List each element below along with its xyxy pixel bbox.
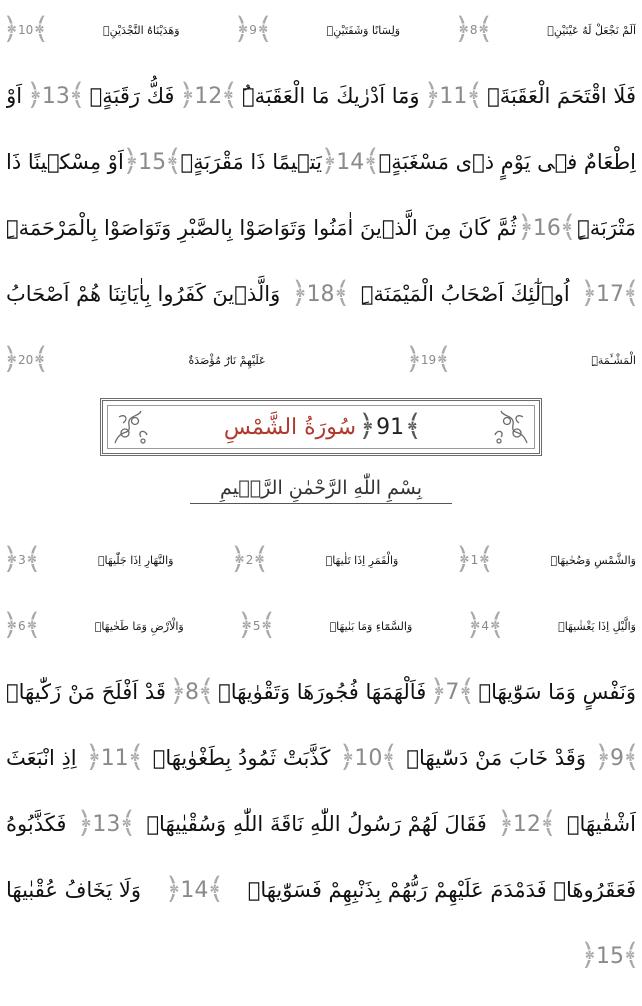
verse-text: ثُمَّ كَانَ مِنَ الَّذٖينَ اٰمَنُوا وَتَوَاصَوْا بِالصَّبْرِ وَتَوَاصَوْا بِالْمَرْحَمَةِۜ: [6, 215, 517, 240]
ayah-number-marker: [6, 619, 38, 633]
ayah-number: ﴿ 13: [41, 83, 70, 109]
verse-line: [6, 794, 636, 854]
ayah-number-marker: [584, 282, 636, 307]
verse-text: وَالَّذٖينَ كَفَرُوا بِاٰيَاتِنَا هُمْ اَصْحَابُ: [6, 281, 281, 306]
verse-text: فَاَلْهَمَهَا فُجُورَهَا وَتَقْوٰيهَاۙ: [218, 679, 427, 704]
ayah-number: ﴿ 12: [512, 811, 541, 837]
basmala: [0, 470, 642, 510]
verse-line: [6, 132, 636, 192]
verse-text: فَقَالَ لَهُمْ رَسُولُ اللّٰهِ نَاقَةَ اللّٰهِ وَسُقْيٰيهَاۜ: [146, 811, 487, 836]
ayah-number-marker: [598, 746, 636, 771]
verse-text: وَالشَّمْسِ وَضُحٰيهَاۙ: [550, 553, 636, 567]
verse-text: يَتٖيمًا ذَا مَقْرَبَةٍۙ: [180, 149, 322, 174]
verse-text: وَنَفْسٍ وَمَا سَوّٰيهَاۙ: [478, 679, 636, 704]
verse-text: وَالَّيْلِ اِذَا يَغْشٰيهَاۙ: [558, 619, 636, 633]
verse-text: الْمَشْـَٔمَةِۜ: [591, 353, 636, 367]
ayah-number: ﴿ 13: [92, 811, 121, 837]
verse-line: [6, 66, 636, 126]
verse-text: وَلَا يَخَافُ عُقْبٰيهَا: [6, 877, 141, 902]
surah-title: [224, 415, 418, 440]
verse-text: قَدْ اَفْلَحَ مَنْ زَكّٰيهَاۙ: [6, 679, 166, 704]
ayah-number: ﴿ 11: [439, 83, 468, 109]
ayah-number: ﴿ 11: [100, 745, 129, 771]
ayah-number-marker: [182, 84, 234, 109]
ayah-number-marker: [6, 353, 45, 367]
verse-line: [6, 860, 636, 920]
surah-header-banner: [100, 398, 542, 456]
verse-text: اَوْ مِسْكٖينًا ذَا: [6, 149, 124, 174]
ayah-number-marker: [89, 746, 141, 771]
ayah-number: ﴿ 5: [252, 619, 261, 633]
verse-text: وَلِسَانًا وَشَفَتَيْنِۙ: [326, 23, 401, 37]
verse-text: وَالنَّهَارِ اِذَا جَلّٰيهَاۙ: [97, 553, 174, 567]
ayah-number: ﴿ 12: [194, 83, 223, 109]
verse-line: [6, 596, 636, 656]
ayah-number-marker: [501, 812, 553, 837]
ayah-number: ﴿ 10: [354, 745, 383, 771]
ayah-number: ﴿ 16: [532, 215, 561, 241]
verse-text: فَكَذَّبُوهُ: [6, 811, 67, 836]
verse-line: [6, 530, 636, 590]
ayah-number: ﴿ 15: [596, 943, 624, 969]
ayah-number-marker: [409, 353, 448, 367]
verse-line: [6, 926, 636, 986]
ayah-number-marker: [30, 84, 82, 109]
ayah-number-marker: [126, 150, 178, 175]
ayah-number: ﴿ 2: [245, 553, 254, 567]
verse-text: عَلَيْهِمْ نَارٌ مُؤْصَدَةٌ: [188, 353, 266, 367]
ayah-number-marker: [427, 84, 479, 109]
ayah-number: ﴿ 3: [18, 553, 26, 567]
ayah-number: ﴿ 20: [18, 353, 34, 367]
verse-text: كَذَّبَتْ ثَمُودُ بِطَغْوٰيهَاۙ: [152, 745, 331, 770]
verse-text: اَلَمْ نَجْعَلْ لَهُ عَيْنَيْنِۙ: [547, 23, 636, 37]
ayah-number: ﴿ 14: [336, 149, 365, 175]
ayah-number-marker: [324, 150, 376, 175]
surah-number: ﴿ 91 ﴾: [362, 415, 418, 440]
verse-text: وَالسَّمَٓاءِ وَمَا بَنٰيهَاۙ: [329, 619, 413, 633]
verse-text: وَالْاَرْضِ وَمَا طَحٰيهَاۙ: [94, 619, 184, 633]
ayah-number-marker: [6, 553, 38, 567]
verse-text: اِذِ انْبَعَثَ: [6, 745, 77, 770]
ayah-number-marker: [173, 680, 211, 705]
ayah-number: ﴿ 4: [481, 619, 489, 633]
verse-line: [6, 198, 636, 258]
verse-text: اِطْعَامٌ فٖى يَوْمٍ ذٖى مَسْغَبَةٍۙ: [378, 149, 636, 174]
ayah-number-marker: [469, 619, 501, 633]
verse-text: فَكُّ رَقَبَةٍۙ: [89, 83, 175, 108]
ayah-number-marker: [237, 23, 269, 37]
ayah-number: ﴿ 8: [469, 23, 478, 37]
ayah-number-marker: [6, 23, 45, 37]
ayah-number: ﴿ 6: [18, 619, 26, 633]
ayah-number: ﴿ 7: [445, 679, 460, 705]
ayah-number-marker: [342, 746, 394, 771]
ayah-number: ﴿ 17: [596, 281, 624, 307]
ayah-number: ﴿ 9: [610, 745, 624, 771]
ayah-number-marker: [459, 553, 491, 567]
basmala-text: بِسْمِ اللّٰهِ الرَّحْمٰنِ الرَّحٖيمِ: [190, 477, 452, 504]
ayah-number: ﴿ 1: [470, 553, 479, 567]
ayah-number: ﴿ 18: [306, 281, 335, 307]
ayah-number: ﴿ 10: [18, 23, 34, 37]
floral-ornament-icon: [111, 407, 151, 447]
verse-line: [6, 330, 636, 390]
verse-line: [6, 0, 636, 60]
verse-line: [6, 264, 636, 324]
ayah-number-marker: [521, 216, 573, 241]
ayah-number: ﴿ 19: [420, 353, 437, 367]
ayah-number-marker: [80, 812, 132, 837]
verse-text: فَعَقَرُوهَاۙ فَدَمْدَمَ عَلَيْهِمْ رَبُّهُمْ بِذَنْبِهِمْ فَسَوّٰيهَاۙ: [247, 877, 636, 902]
ayah-number-marker: [295, 282, 347, 307]
verse-text: وَمَٓا اَدْرٰيكَ مَا الْعَقَبَةُۜ: [242, 83, 420, 108]
ayah-number-marker: [168, 878, 220, 903]
verse-text: اَوْ: [6, 83, 23, 108]
ayah-number-marker: [234, 553, 266, 567]
ayah-number: ﴿ 8: [185, 679, 199, 705]
ayah-number-marker: [458, 23, 490, 37]
ayah-number-marker: [433, 680, 471, 705]
floral-ornament-icon: [491, 407, 531, 447]
ayah-number: ﴿ 9: [249, 23, 257, 37]
verse-text: وَهَدَيْنَاهُ النَّجْدَيْنِۚ: [103, 23, 180, 37]
ayah-number-marker: [241, 619, 273, 633]
verse-text: اُو۬لٰٓئِكَ اَصْحَابُ الْمَيْمَنَةِۜ: [360, 281, 570, 306]
verse-text: اَشْقٰيهَاۙ: [566, 811, 636, 836]
verse-text: وَالْقَمَرِ اِذَا تَلٰيهَاۙ: [325, 553, 399, 567]
verse-text: فَلَا اقْتَحَمَ الْعَقَبَةَۘ: [487, 83, 636, 108]
verse-text: وَقَدْ خَابَ مَنْ دَسّٰيهَاۜ: [406, 745, 586, 770]
ayah-number: ﴿ 15: [138, 149, 167, 175]
ayah-number: ﴿ 14: [180, 877, 209, 903]
verse-line: [6, 662, 636, 722]
verse-text: مَتْرَبَةٍۜ: [577, 215, 636, 240]
verse-line: [6, 728, 636, 788]
surah-name: سُورَةُ الشَّمْسِ: [223, 414, 357, 440]
ayah-number-marker: [584, 944, 636, 969]
